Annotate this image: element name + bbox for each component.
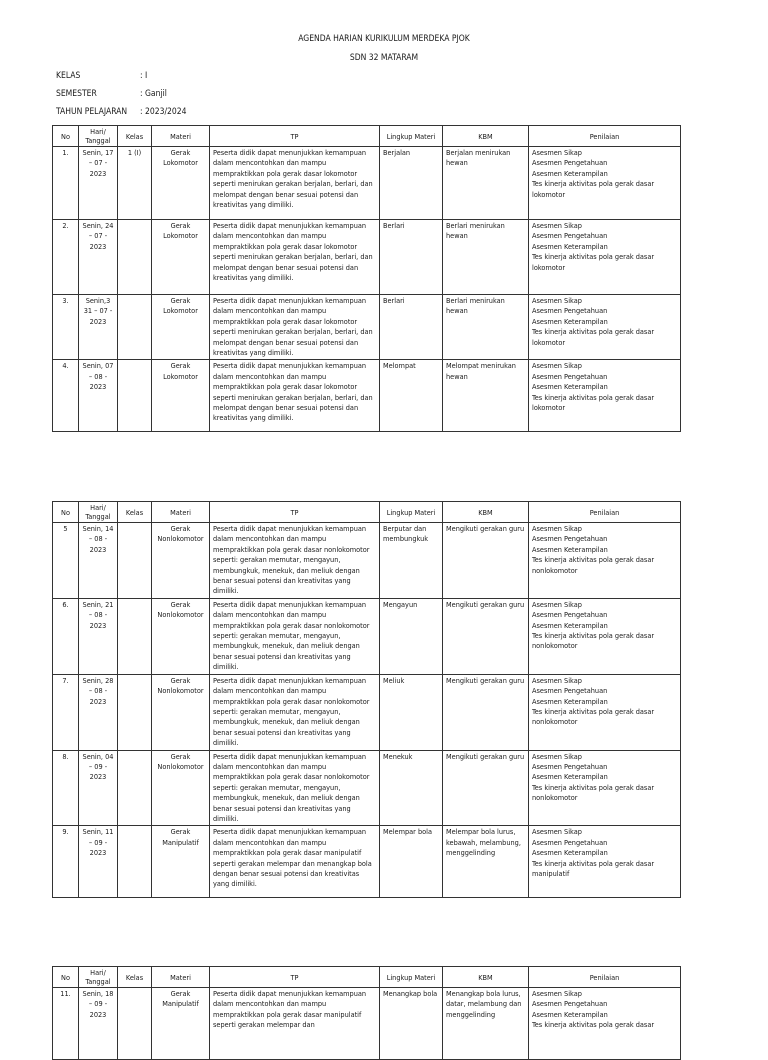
cell-materi: Gerak Manipulatif <box>152 988 210 1060</box>
table-row <box>53 826 681 898</box>
cell-penilaian: Asesmen Sikap Asesmen Pengetahuan Asesmen Keterampilan Tes kinerja aktivitas pola gerak dasar nonlokomotor <box>529 598 681 674</box>
col-no-header: No <box>53 126 79 147</box>
cell-tanggal: Senin, 21 – 08 - 2023 <box>79 598 118 674</box>
table-header-row <box>53 126 681 147</box>
agenda-table-1 <box>52 125 681 432</box>
table-header-row <box>53 967 681 988</box>
col-tanggal-header: Hari/ Tanggal <box>79 126 118 147</box>
cell-materi: Gerak Manipulatif <box>152 826 210 898</box>
col-kbm-header: KBM <box>443 967 529 988</box>
cell-lingkup: Melempar bola <box>380 826 443 898</box>
col-kbm-header: KBM <box>443 502 529 523</box>
col-tp-header: TP <box>210 126 380 147</box>
cell-no: 5 <box>53 523 79 599</box>
cell-lingkup: Menangkap bola <box>380 988 443 1060</box>
cell-kbm: Berlari menirukan hewan <box>443 220 529 295</box>
cell-penilaian: Asesmen Sikap Asesmen Pengetahuan Asesmen Keterampilan Tes kinerja aktivitas pola gerak dasar nonlokomotor <box>529 523 681 599</box>
cell-tanggal: Senin, 07 – 08 - 2023 <box>79 360 118 432</box>
table-row <box>53 295 681 360</box>
cell-no: 6. <box>53 598 79 674</box>
cell-lingkup: Mengayun <box>380 598 443 674</box>
col-tp-header: TP <box>210 502 380 523</box>
cell-materi: Gerak Lokomotor <box>152 360 210 432</box>
cell-lingkup: Menekuk <box>380 750 443 826</box>
table-row <box>53 523 681 599</box>
cell-lingkup: Melompat <box>380 360 443 432</box>
table-row <box>53 598 681 674</box>
cell-tp: Peserta didik dapat menunjukkan kemampuan dalam mencontohkan dan mampu mempraktikkan pola gerak dasar lokomotor seperti menirukan gerakan berjalan, berlari, dan melompat dengan benar sesuai potensi dan kreativitas yang dimiliki. <box>210 295 380 360</box>
cell-tp: Peserta didik dapat menunjukkan kemampuan dalam mencontohkan dan mampu mempraktikkan pola gerak dasar lokomotor seperti menirukan gerakan berjalan, berlari, dan melompat dengan benar sesuai potensi dan kreativitas yang dimiliki. <box>210 360 380 432</box>
tahun-value: : 2023/2024 <box>140 107 187 117</box>
cell-tp: Peserta didik dapat menunjukkan kemampuan dalam mencontohkan dan mampu mempraktikkan pola gerak dasar manipulatif seperti gerakan melempar dan <box>210 988 380 1060</box>
cell-kelas <box>118 220 152 295</box>
cell-no: 4. <box>53 360 79 432</box>
col-kelas-header: Kelas <box>118 502 152 523</box>
cell-kbm: Melempar bola lurus, kebawah, melambung, menggelinding <box>443 826 529 898</box>
kelas-value: : I <box>140 71 148 81</box>
info-tahun <box>56 107 187 117</box>
cell-kbm: Berjalan menirukan hewan <box>443 147 529 220</box>
cell-penilaian: Asesmen Sikap Asesmen Pengetahuan Asesmen Keterampilan Tes kinerja aktivitas pola gerak dasar lokomotor <box>529 147 681 220</box>
col-penilaian-header: Penilaian <box>529 502 681 523</box>
cell-tanggal: Senin, 28 – 08 - 2023 <box>79 674 118 750</box>
col-tp-header: TP <box>210 967 380 988</box>
cell-kbm: Melompat menirukan hewan <box>443 360 529 432</box>
cell-tanggal: Senin, 18 – 09 - 2023 <box>79 988 118 1060</box>
cell-materi: Gerak Lokomotor <box>152 220 210 295</box>
cell-tp: Peserta didik dapat menunjukkan kemampuan dalam mencontohkan dan mampu mempraktikkan pola gerak dasar manipulatif seperti gerakan melempar dan menangkap bola dengan benar sesuai potensi dan kreativitas yang dimiliki. <box>210 826 380 898</box>
cell-penilaian: Asesmen Sikap Asesmen Pengetahuan Asesmen Keterampilan Tes kinerja aktivitas pola gerak dasar lokomotor <box>529 220 681 295</box>
document-title: AGENDA HARIAN KURIKULUM MERDEKA PJOK <box>298 34 470 44</box>
cell-penilaian: Asesmen Sikap Asesmen Pengetahuan Asesmen Keterampilan Tes kinerja aktivitas pola gerak dasar lokomotor <box>529 360 681 432</box>
cell-kelas <box>118 523 152 599</box>
cell-no: 8. <box>53 750 79 826</box>
info-kelas <box>56 71 147 81</box>
cell-tanggal: Senin, 04 – 09 - 2023 <box>79 750 118 826</box>
cell-materi: Gerak Nonlokomotor <box>152 598 210 674</box>
col-kelas-header: Kelas <box>118 967 152 988</box>
col-kbm-header: KBM <box>443 126 529 147</box>
cell-lingkup: Meliuk <box>380 674 443 750</box>
cell-kelas: 1 (I) <box>118 147 152 220</box>
col-tanggal-header: Hari/ Tanggal <box>79 502 118 523</box>
cell-lingkup: Berputar dan membungkuk <box>380 523 443 599</box>
school-name: SDN 32 MATARAM <box>349 53 419 63</box>
table-row <box>53 147 681 220</box>
semester-label: SEMESTER <box>56 89 97 99</box>
table-row <box>53 360 681 432</box>
cell-penilaian: Asesmen Sikap Asesmen Pengetahuan Asesmen Keterampilan Tes kinerja aktivitas pola gerak dasar nonlokomotor <box>529 750 681 826</box>
cell-no: 3. <box>53 295 79 360</box>
col-lingkup-header: Lingkup Materi <box>380 126 443 147</box>
cell-tp: Peserta didik dapat menunjukkan kemampuan dalam mencontohkan dan mampu mempraktikkan pola gerak dasar lokomotor seperti menirukan gerakan berjalan, berlari, dan melompat dengan benar sesuai potensi dan kreativitas yang dimiliki. <box>210 220 380 295</box>
cell-no: 1. <box>53 147 79 220</box>
cell-penilaian: Asesmen Sikap Asesmen Pengetahuan Asesmen Keterampilan Tes kinerja aktivitas pola gerak dasar manipulatif <box>529 826 681 898</box>
cell-kbm: Berlari menirukan hewan <box>443 295 529 360</box>
col-no-header: No <box>53 502 79 523</box>
cell-tp: Peserta didik dapat menunjukkan kemampuan dalam mencontohkan dan mampu mempraktikkan pola gerak dasar nonlokomotor seperti: gerakan memutar, mengayun, membungkuk, menekuk, dan meliuk dengan benar sesuai potensi dan kreativitas yang dimiliki. <box>210 523 380 599</box>
cell-no: 9. <box>53 826 79 898</box>
cell-kbm: Menangkap bola lurus, datar, melambung dan menggelinding <box>443 988 529 1060</box>
cell-kelas <box>118 598 152 674</box>
cell-lingkup: Berlari <box>380 220 443 295</box>
cell-kelas <box>118 826 152 898</box>
col-materi-header: Materi <box>152 126 210 147</box>
col-no-header: No <box>53 967 79 988</box>
col-penilaian-header: Penilaian <box>529 126 681 147</box>
cell-lingkup: Berjalan <box>380 147 443 220</box>
cell-tp: Peserta didik dapat menunjukkan kemampuan dalam mencontohkan dan mampu mempraktikkan pola gerak dasar nonlokomotor seperti: gerakan memutar, mengayun, membungkuk, menekuk, dan meliuk dengan benar sesuai potensi dan kreativitas yang dimiliki. <box>210 674 380 750</box>
cell-kbm: Mengikuti gerakan guru <box>443 674 529 750</box>
cell-kelas <box>118 988 152 1060</box>
kelas-label: KELAS <box>56 71 81 81</box>
cell-kbm: Mengikuti gerakan guru <box>443 598 529 674</box>
cell-penilaian: Asesmen Sikap Asesmen Pengetahuan Asesmen Keterampilan Tes kinerja aktivitas pola gerak dasar <box>529 988 681 1060</box>
table-header-row <box>53 502 681 523</box>
cell-lingkup: Berlari <box>380 295 443 360</box>
cell-tanggal: Senin, 14 – 08 - 2023 <box>79 523 118 599</box>
cell-kbm: Mengikuti gerakan guru <box>443 750 529 826</box>
cell-kelas <box>118 750 152 826</box>
semester-value: : Ganjil <box>140 89 167 99</box>
cell-penilaian: Asesmen Sikap Asesmen Pengetahuan Asesmen Keterampilan Tes kinerja aktivitas pola gerak dasar nonlokomotor <box>529 674 681 750</box>
cell-tp: Peserta didik dapat menunjukkan kemampuan dalam mencontohkan dan mampu mempraktikkan pola gerak dasar lokomotor seperti menirukan gerakan berjalan, berlari, dan melompat dengan benar sesuai potensi dan kreativitas yang dimiliki. <box>210 147 380 220</box>
table-row <box>53 750 681 826</box>
cell-no: 2. <box>53 220 79 295</box>
cell-materi: Gerak Lokomotor <box>152 147 210 220</box>
col-lingkup-header: Lingkup Materi <box>380 967 443 988</box>
col-materi-header: Materi <box>152 502 210 523</box>
cell-tp: Peserta didik dapat menunjukkan kemampuan dalam mencontohkan dan mampu mempraktikkan pola gerak dasar nonlokomotor seperti: gerakan memutar, mengayun, membungkuk, menekuk, dan meliuk dengan benar sesuai potensi dan kreativitas yang dimiliki. <box>210 598 380 674</box>
cell-tp: Peserta didik dapat menunjukkan kemampuan dalam mencontohkan dan mampu mempraktikkan pola gerak dasar nonlokomotor seperti: gerakan memutar, mengayun, membungkuk, menekuk, dan meliuk dengan benar sesuai potensi dan kreativitas yang dimiliki. <box>210 750 380 826</box>
cell-kelas <box>118 295 152 360</box>
cell-kelas <box>118 360 152 432</box>
table-row <box>53 988 681 1060</box>
cell-penilaian: Asesmen Sikap Asesmen Pengetahuan Asesmen Keterampilan Tes kinerja aktivitas pola gerak dasar lokomotor <box>529 295 681 360</box>
cell-materi: Gerak Nonlokomotor <box>152 674 210 750</box>
tahun-label: TAHUN PELAJARAN <box>56 107 128 117</box>
cell-kelas <box>118 674 152 750</box>
cell-kbm: Mengikuti gerakan guru <box>443 523 529 599</box>
col-tanggal-header: Hari/ Tanggal <box>79 967 118 988</box>
col-penilaian-header: Penilaian <box>529 967 681 988</box>
cell-materi: Gerak Nonlokomotor <box>152 750 210 826</box>
cell-no: 11. <box>53 988 79 1060</box>
cell-materi: Gerak Nonlokomotor <box>152 523 210 599</box>
cell-tanggal: Senin,3 31 – 07 - 2023 <box>79 295 118 360</box>
info-semester <box>56 89 167 99</box>
table-row <box>53 220 681 295</box>
cell-no: 7. <box>53 674 79 750</box>
cell-materi: Gerak Lokomotor <box>152 295 210 360</box>
table-row <box>53 674 681 750</box>
col-lingkup-header: Lingkup Materi <box>380 502 443 523</box>
agenda-table-2 <box>52 501 681 898</box>
col-kelas-header: Kelas <box>118 126 152 147</box>
col-materi-header: Materi <box>152 967 210 988</box>
cell-tanggal: Senin, 24 – 07 - 2023 <box>79 220 118 295</box>
agenda-table-3 <box>52 966 681 1060</box>
cell-tanggal: Senin, 17 – 07 - 2023 <box>79 147 118 220</box>
agenda-table-3-clip <box>0 968 768 1030</box>
cell-tanggal: Senin, 11 – 09 - 2023 <box>79 826 118 898</box>
